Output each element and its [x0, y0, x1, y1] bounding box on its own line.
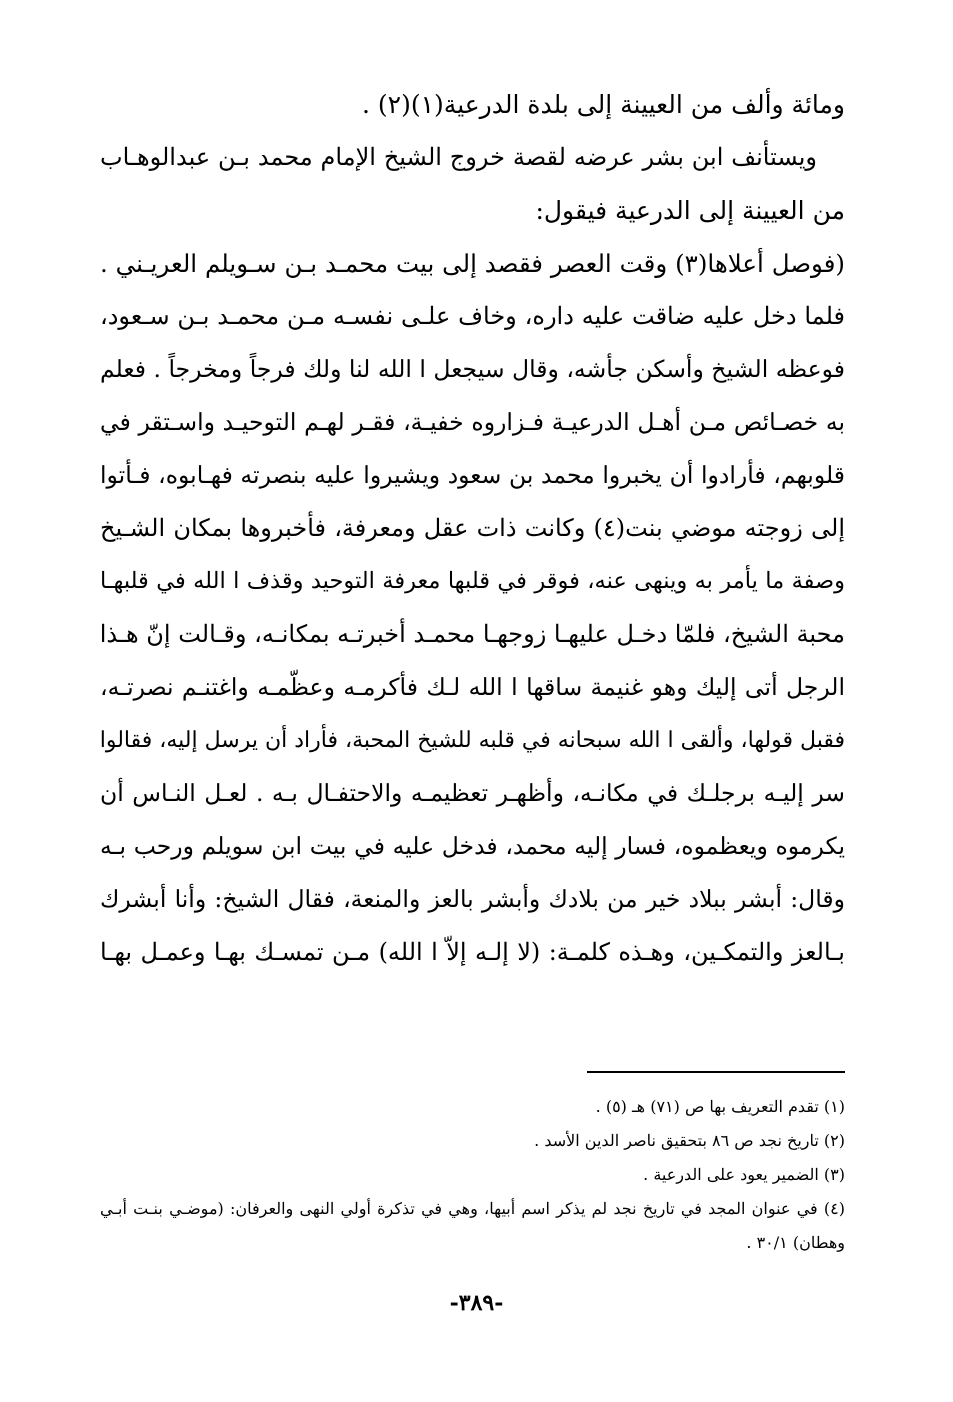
text-line: وصفة ما يأمر به وينهى عنه، فوقر في قلبها معرفة التوحيد وقذف ا الله في قلبهـا: [100, 568, 845, 594]
footnote: (٢) تاريخ نجد ص ٨٦ بتحقيق ناصر الدين الأسد .: [534, 1131, 845, 1150]
footnote: (٣) الضمير يعود على الدرعية .: [643, 1165, 845, 1184]
text-line: الرجل أتى إليك وهو غنيمة ساقها ا الله لـك فأكرمـه وعظّمـه واغتنـم نصرتـه،: [100, 673, 845, 701]
text-line: وقال: أبشر ببلاد خير من بلادك وأبشر بالعز والمنعة، فقال الشيخ: وأنا أبشرك: [100, 885, 845, 913]
footnote: (١) تقدم التعريف بها ص (٧١) هـ (٥) .: [595, 1097, 845, 1116]
text-line: فلما دخل عليه ضاقت عليه داره، وخاف علـى نفسـه مـن محمـد بـن سـعود،: [100, 302, 845, 330]
text-line: قلوبهم، فأرادوا أن يخبروا محمد بن سعود ويشيروا عليه بنصرته فهـابوه، فـأتوا: [100, 461, 845, 489]
footnote-separator: [587, 1071, 845, 1073]
text-line: يكرموه ويعظموه، فسار إليه محمد، فدخل عليه في بيت ابن سويلم ورحب بـه: [100, 832, 845, 860]
text-line: به خصـائص مـن أهـل الدرعيـة فـزاروه خفيـة، فقـر لهـم التوحيـد واسـتقر في: [100, 408, 845, 436]
text-line: محبة الشيخ، فلمّا دخـل عليهـا زوجهـا محمـد أخبرتـه بمكانـه، وقـالت إنّ هـذا: [99, 620, 845, 648]
footnote-continuation: وهطان) ٣٠/١ .: [746, 1233, 845, 1252]
main-text: [100, 78, 845, 979]
footnotes: [100, 1090, 845, 1260]
text-line: ويستأنف ابن بشر عرضه لقصة خروج الشيخ الإمام محمد بـن عبدالوهـاب: [100, 143, 817, 171]
footnote: (٤) في عنوان المجد في تاريخ نجد لم يذكر اسم أبيها، وهي في تذكرة أولي النهى والعرفان: (موضـي بنـت أبـي: [100, 1199, 845, 1218]
text-line: ومائة وألف من العيينة إلى بلدة الدرعية(١)(٢) .: [362, 90, 845, 119]
text-line: من العيينة إلى الدرعية فيقول:: [535, 196, 845, 225]
text-line: فوعظه الشيخ وأسكن جأشه، وقال سيجعل ا الله لنا ولك فرجاً ومخرجاً . فعلم: [100, 355, 845, 383]
text-line: إلى زوجته موضي بنت(٤) وكانت ذات عقل ومعرفة، فأخبروها بمكان الشـيخ: [100, 514, 845, 542]
text-line: سر إليـه برجلـك في مكانـه، وأظهـر تعظيمـه والاحتفـال بـه . لعـل النـاس أن: [100, 779, 845, 807]
text-line: (فوصل أعلاها(٣) وقت العصر فقصد إلى بيت محمـد بـن سـويلم العريـني .: [100, 249, 845, 278]
text-line: فقبل قولها، وألقى ا الله سبحانه في قلبه للشيخ المحبة، فأراد أن يرسل إليه، فقالوا: [99, 728, 845, 753]
page-number: -٣٨٩-: [449, 1290, 504, 1316]
text-line: بـالعز والتمكـين، وهـذه كلمـة: (لا إلـه إلاّ ا الله) مـن تمسـك بهـا وعمـل بهـا: [100, 938, 845, 966]
